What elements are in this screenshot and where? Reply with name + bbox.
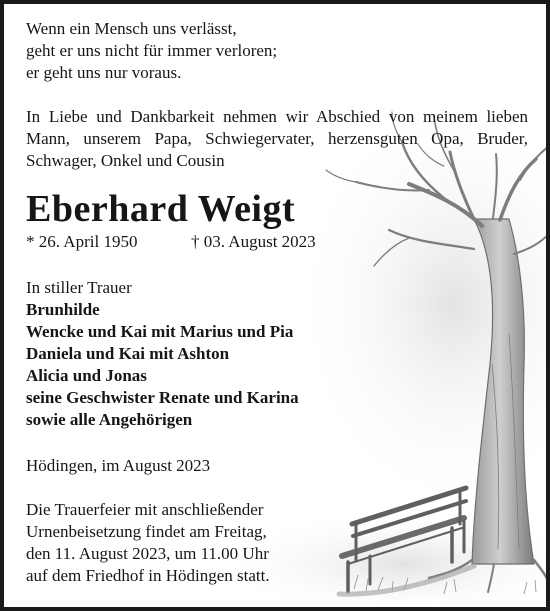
verse-line: Wenn ein Mensch uns verlässt, (26, 19, 237, 38)
mourners-list (26, 277, 528, 431)
mourner-name: seine Geschwister Renate und Karina (26, 388, 299, 407)
mourner-name: Daniela und Kai mit Ashton (26, 344, 230, 363)
mourners-intro: In stiller Trauer (26, 278, 132, 297)
birth-date: * 26. April 1950 (26, 232, 138, 251)
place-and-date: Hödingen, im August 2023 (26, 456, 211, 475)
memorial-verse (26, 18, 528, 84)
death-date: † 03. August 2023 (191, 232, 316, 251)
verse-line: er geht uns nur voraus. (26, 63, 182, 82)
life-dates (26, 231, 528, 253)
ceremony-line: den 11. August 2023, um 11.00 Uhr (26, 544, 269, 563)
mourner-name: Wencke und Kai mit Marius und Pia (26, 322, 294, 341)
mourner-name: sowie alle Angehörigen (26, 410, 193, 429)
ceremony-line: Urnenbeisetzung findet am Freitag, (26, 522, 267, 541)
verse-line: geht er uns nicht für immer verloren; (26, 41, 278, 60)
mourner-name: Alicia und Jonas (26, 366, 147, 385)
farewell-intro: In Liebe und Dankbarkeit nehmen wir Abschied von meinem lieben Mann, unserem Papa, Schwiegervater, herzensguten Opa, Bruder, Schwager, Onkel und Cousin (26, 107, 528, 170)
deceased-name: Eberhard Weigt (26, 188, 296, 230)
ceremony-line: Die Trauerfeier mit anschließender (26, 500, 264, 519)
mourner-name: Brunhilde (26, 300, 100, 319)
obituary-content (26, 18, 528, 587)
ceremony-line: auf dem Friedhof in Hödingen statt. (26, 566, 270, 585)
funeral-details (26, 499, 528, 587)
